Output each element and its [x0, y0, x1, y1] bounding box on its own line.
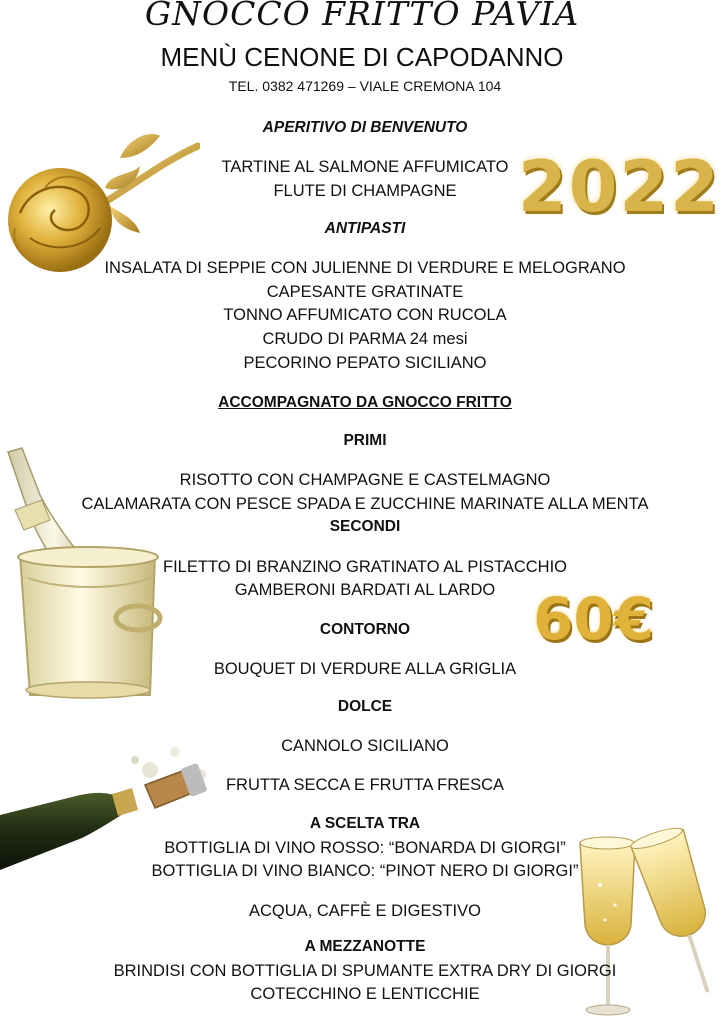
- restaurant-title: GNOCCO FRITTO PAVIA: [144, 0, 580, 33]
- antipasti-item: CAPESANTE GRATINATE: [266, 283, 464, 301]
- menu-subtitle: MENÙ CENONE DI CAPODANNO: [160, 42, 564, 72]
- dolce-item: CANNOLO SICILIANO: [281, 737, 449, 755]
- mezzanotte-item: COTECCHINO E LENTICCHIE: [250, 985, 480, 1003]
- year-2022-balloons: 2022: [518, 146, 721, 228]
- contact-info: TEL. 0382 471269 – VIALE CREMONA 104: [228, 78, 502, 94]
- price-badge: 60€: [533, 585, 655, 653]
- antipasti-heading: ANTIPASTI: [324, 220, 406, 237]
- aperitivo-item: TARTINE AL SALMONE AFFUMICATO: [221, 158, 509, 176]
- primi-item: RISOTTO CON CHAMPAGNE E CASTELMAGNO: [179, 471, 551, 489]
- scelta-item: BOTTIGLIA DI VINO BIANCO: “PINOT NERO DI GIORGI”: [151, 862, 579, 880]
- mezzanotte-heading: A MEZZANOTTE: [304, 938, 426, 955]
- antipasti-item: PECORINO PEPATO SICILIANO: [243, 354, 487, 372]
- dolce-heading: DOLCE: [337, 698, 393, 715]
- dolce-item: FRUTTA SECCA E FRUTTA FRESCA: [225, 776, 505, 794]
- mezzanotte-item: BRINDISI CON BOTTIGLIA DI SPUMANTE EXTRA DRY DI GIORGI: [113, 962, 617, 980]
- antipasti-item: CRUDO DI PARMA 24 mesi: [262, 330, 468, 348]
- primi-heading: PRIMI: [343, 432, 387, 449]
- scelta-heading: A SCELTA TRA: [309, 815, 421, 832]
- scelta-item: BOTTIGLIA DI VINO ROSSO: “BONARDA DI GIORGI”: [164, 839, 566, 857]
- contorno-item: BOUQUET DI VERDURE ALLA GRIGLIA: [213, 660, 517, 678]
- primi-item: CALAMARATA CON PESCE SPADA E ZUCCHINE MARINATE ALLA MENTA: [81, 495, 649, 513]
- accompagnato-note: ACCOMPAGNATO DA GNOCCO FRITTO: [218, 394, 512, 411]
- antipasti-item: TONNO AFFUMICATO CON RUCOLA: [223, 306, 507, 324]
- antipasti-item: INSALATA DI SEPPIE CON JULIENNE DI VERDURE E MELOGRANO: [104, 259, 626, 277]
- aperitivo-heading: APERITIVO DI BENVENUTO: [262, 119, 468, 136]
- aperitivo-item: FLUTE DI CHAMPAGNE: [273, 182, 457, 200]
- contorno-heading: CONTORNO: [319, 621, 411, 638]
- extra-item: ACQUA, CAFFÈ E DIGESTIVO: [249, 902, 481, 920]
- secondi-heading: SECONDI: [329, 518, 401, 535]
- secondi-item: FILETTO DI BRANZINO GRATINATO AL PISTACCHIO: [162, 558, 567, 576]
- secondi-item: GAMBERONI BARDATI AL LARDO: [234, 581, 496, 599]
